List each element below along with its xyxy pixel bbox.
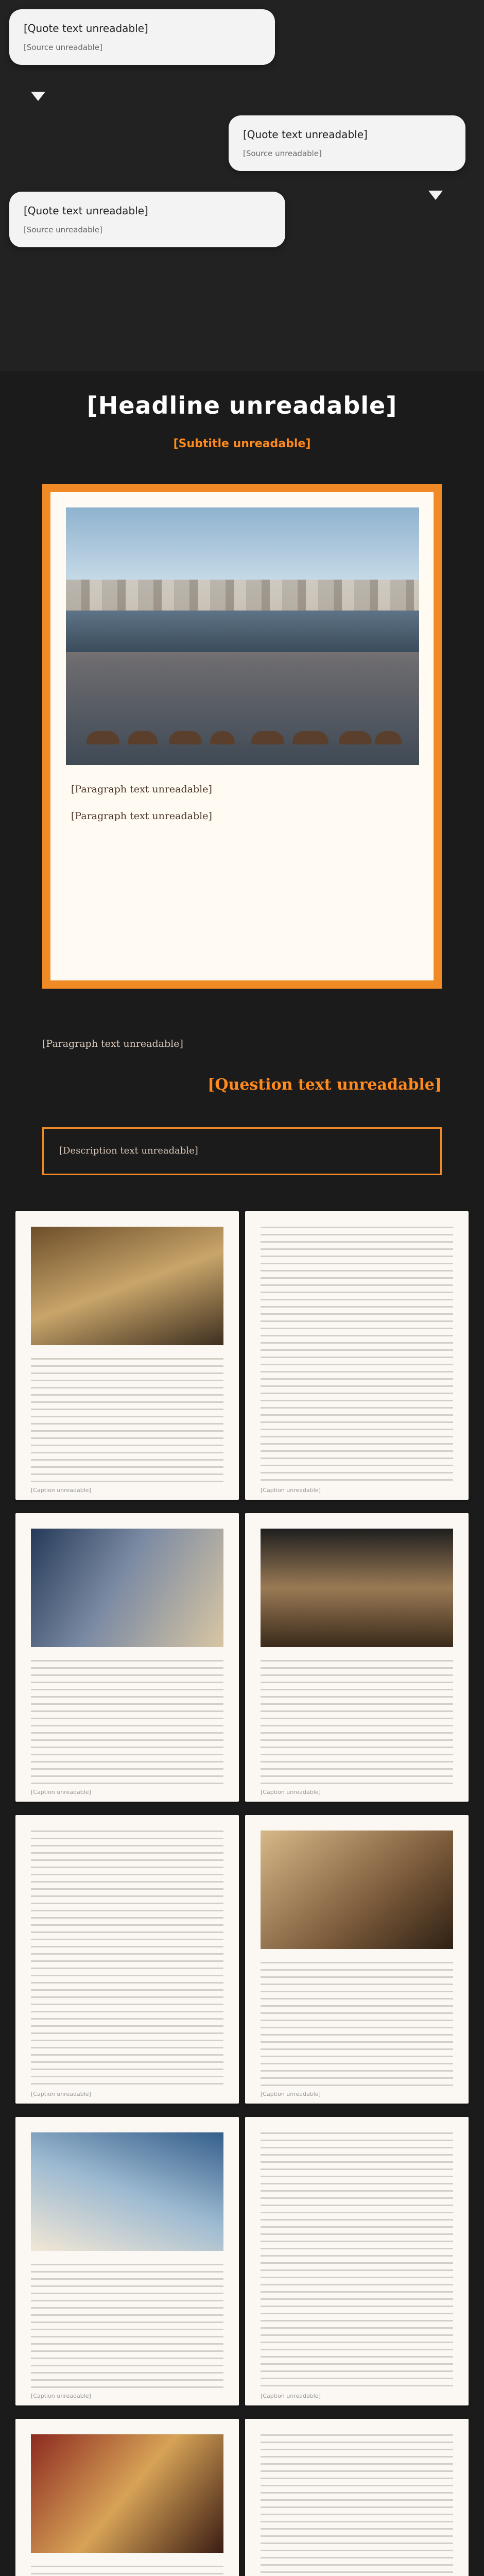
quote-bubble-2 xyxy=(229,115,465,171)
page-preview xyxy=(15,2117,239,2405)
text-lines xyxy=(31,2566,223,2576)
headline-section xyxy=(0,371,484,484)
description-box: [Description text unreadable] xyxy=(42,1127,442,1175)
shoe-sculpture xyxy=(128,731,158,744)
quote-source: [Source unreadable] xyxy=(24,225,102,234)
painting-image xyxy=(31,2132,223,2251)
page-preview xyxy=(245,1513,469,1802)
page-caption: [Caption unreadable] xyxy=(31,1788,91,1795)
quote-text: [Quote text unreadable] xyxy=(243,128,368,141)
text-lines xyxy=(31,1831,223,2088)
page-preview xyxy=(245,1815,469,2104)
page-spread xyxy=(15,1211,469,1500)
quote-text: [Quote text unreadable] xyxy=(24,22,148,35)
subheadline: [Subtitle unreadable] xyxy=(173,437,311,450)
shoe-sculpture xyxy=(87,731,119,744)
page-preview xyxy=(245,2419,469,2576)
page-spread xyxy=(15,2117,469,2405)
shoe-sculpture xyxy=(375,731,402,744)
page-spread xyxy=(15,1815,469,2104)
city-skyline xyxy=(66,580,419,611)
page-caption: [Caption unreadable] xyxy=(261,2392,321,2399)
shoe-sculpture xyxy=(169,731,202,744)
text-lines xyxy=(261,1227,453,1484)
page-spread xyxy=(15,2419,469,2576)
page-preview xyxy=(245,2117,469,2405)
painting-image xyxy=(261,1529,453,1647)
quote-bubble-3 xyxy=(9,192,285,247)
page-preview xyxy=(15,2419,239,2576)
quote-tail xyxy=(428,191,443,200)
photo-description xyxy=(71,781,413,834)
page-caption: [Caption unreadable] xyxy=(31,1486,91,1494)
painting-image xyxy=(31,2434,223,2553)
text-lines xyxy=(261,1660,453,1786)
page-caption: [Caption unreadable] xyxy=(31,2090,91,2097)
quote-source: [Source unreadable] xyxy=(243,149,322,158)
page-caption: [Caption unreadable] xyxy=(31,2392,91,2399)
river xyxy=(66,611,419,652)
text-lines xyxy=(261,2434,453,2576)
paragraph: [Paragraph text unreadable] xyxy=(71,810,212,822)
page-preview xyxy=(15,1513,239,1802)
page-caption: [Caption unreadable] xyxy=(261,1788,321,1795)
text-lines xyxy=(261,1962,453,2088)
paragraph: [Paragraph text unreadable] xyxy=(71,784,212,795)
page-preview xyxy=(15,1211,239,1500)
page-caption: [Caption unreadable] xyxy=(261,1486,321,1494)
memorial-photo xyxy=(66,507,419,765)
painting-image xyxy=(261,1831,453,1949)
text-lines xyxy=(31,1358,223,1484)
description-section xyxy=(0,1127,484,1195)
quote-source: [Source unreadable] xyxy=(24,43,102,52)
quote-tail xyxy=(31,92,45,101)
mystery-question: [Question text unreadable] xyxy=(208,1076,442,1094)
photo-section xyxy=(0,484,484,1020)
shoe-sculpture xyxy=(339,731,372,744)
mystery-paragraph: [Paragraph text unreadable] xyxy=(42,1038,183,1050)
painting-image xyxy=(31,1227,223,1345)
page-previews xyxy=(0,1196,484,2576)
page-preview xyxy=(245,1211,469,1500)
quotes-section xyxy=(0,0,484,371)
quote-bubble-1 xyxy=(9,9,275,65)
text-lines xyxy=(261,2132,453,2390)
page-spread xyxy=(15,1513,469,1802)
quote-text: [Quote text unreadable] xyxy=(24,205,148,217)
photo-frame xyxy=(42,484,442,989)
text-lines xyxy=(31,2264,223,2390)
shoe-sculpture xyxy=(210,731,235,744)
page-preview xyxy=(15,1815,239,2104)
shoe-sculpture xyxy=(292,731,329,744)
mystery-section xyxy=(0,1020,484,1127)
shoe-sculptures xyxy=(81,683,404,744)
shoe-sculpture xyxy=(251,731,284,744)
page-caption: [Caption unreadable] xyxy=(261,2090,321,2097)
headline: [Headline unreadable] xyxy=(87,392,397,419)
text-lines xyxy=(31,1660,223,1786)
painting-image xyxy=(31,1529,223,1647)
